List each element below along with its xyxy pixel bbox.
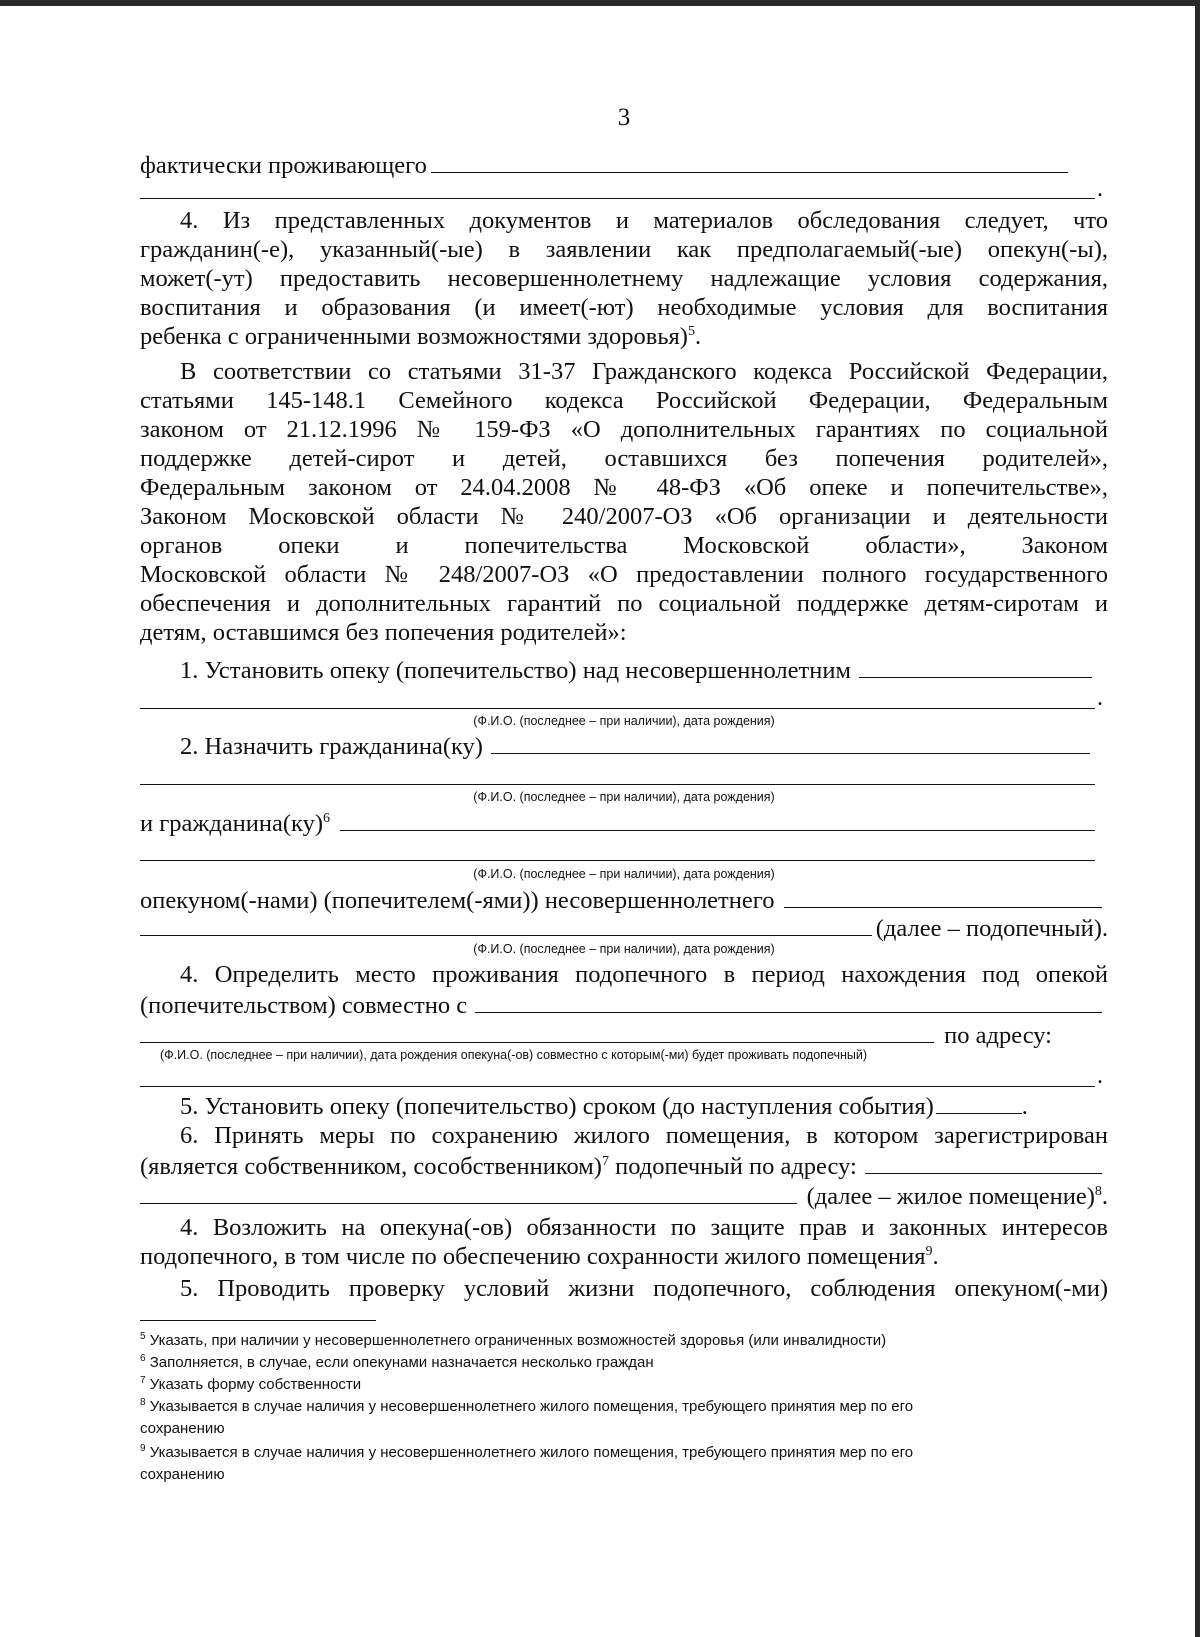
item5-label: 5. Установить опеку (попечительство) сроком (до наступления события) (180, 1093, 934, 1120)
law-line-3: законом от 21.12.1996 № 159-ФЗ «О дополнительных гарантиях по социальной (140, 416, 1108, 443)
p4-line-3: может(-ут) предоставить несовершеннолетнему надлежащие условия содержания, (140, 265, 1108, 292)
footnote-8: $^8$ Указывается в случае наличия у несовершеннолетнего жилого помещения, требующего принятия мер по его (140, 1397, 914, 1415)
registration-address-blank[interactable] (865, 1151, 1102, 1174)
footnote-ref-9: 9 (925, 1243, 933, 1259)
item2c-label: опекуном(-нами) (попечителем(-ями)) несовершеннолетнего (140, 887, 775, 914)
law-line-6: Законом Московской области № 240/2007-ОЗ «Об организации и деятельности (140, 503, 1108, 530)
item2b-label: и гражданина(ку)$^6$ (140, 810, 331, 837)
scan-border-right (1195, 0, 1200, 1637)
item4-line-1: 4. Определить место проживания подопечного в период нахождения под опекой (180, 961, 1108, 988)
page-number: 3 (617, 104, 631, 131)
footnote-separator (140, 1320, 376, 1321)
law-line-5: Федеральным законом от 24.04.2008 № 48-ФЗ «Об опеке и попечительстве», (140, 474, 1108, 501)
item6-label: (является собственником, сособственником)$^7$ подопечный по адресу: (140, 1153, 857, 1180)
caption-fio-4: (Ф.И.О. (последнее – при наличии), дата рождения) (473, 942, 775, 956)
cohabitant-blank[interactable] (475, 990, 1102, 1013)
registration-address-blank-2[interactable] (140, 1181, 797, 1204)
item6-line-3 (140, 1181, 1108, 1212)
p4-line-5: ребенка с ограниченными возможностями здоровья)$^5$. (140, 323, 702, 350)
item2-label: 2. Назначить гражданина(ку) (180, 733, 483, 760)
minor-name-blank[interactable] (859, 655, 1092, 678)
minor-name-blank-2[interactable] (140, 708, 1095, 709)
item7-line-1: 4. Возложить на опекуна(-ов) обязанности по защите прав и законных интересов (180, 1214, 1108, 1241)
item2c-line (140, 885, 1102, 916)
term-blank[interactable] (936, 1091, 1022, 1114)
residing-blank-2[interactable] (140, 198, 1095, 199)
residing-blank[interactable] (431, 150, 1068, 173)
law-line-8: Московской области № 248/2007-ОЗ «О предоставлении полного государственного (140, 561, 1108, 588)
scan-border-top (0, 0, 1200, 6)
ward-blank[interactable] (784, 885, 1102, 908)
address-label: по адресу: (944, 1022, 1052, 1049)
footnote-8-cont: сохранению (140, 1420, 225, 1437)
p4-line-2: гражданин(-е), указанный(-ые) в заявлении как предполагаемый(-ые) опекун(-ы), (140, 236, 1108, 263)
law-line-10: детям, оставшимся без попечения родителей»: (140, 619, 627, 646)
law-line-4: поддержке детей-сирот и детей, оставшихся без попечения родителей», (140, 445, 1108, 472)
residing-label: фактически проживающего (140, 152, 427, 179)
period: . (1097, 176, 1103, 202)
item6-line-2 (140, 1151, 1102, 1182)
item2b-line (140, 808, 1095, 839)
item8-line-1: 5. Проводить проверку условий жизни подопечного, соблюдения опекуном(-ми) (180, 1275, 1108, 1302)
footnote-6: $^6$ Заполняется, в случае, если опекунами назначается несколько граждан (140, 1353, 654, 1371)
footnote-5: $^5$ Указать, при наличии у несовершеннолетнего ограниченных возможностей здоровья (или инвалидности) (140, 1331, 887, 1349)
p4-line-4: воспитания и образования (и имеет(-ют) необходимые условия для воспитания (140, 294, 1108, 321)
period: . (1097, 1063, 1103, 1089)
item4-line-3 (140, 1020, 1052, 1051)
item4-label: (попечительством) совместно с (140, 992, 468, 1019)
guardian1-blank-2[interactable] (140, 784, 1095, 785)
ward-blank-2[interactable] (140, 913, 872, 936)
law-line-1: В соответствии со статьями 31-37 Гражданского кодекса Российской Федерации, (180, 358, 1108, 385)
law-line-2: статьями 145-148.1 Семейного кодекса Российской Федерации, Федеральным (140, 387, 1108, 414)
address-blank[interactable] (140, 1086, 1095, 1087)
law-line-9: обеспечения и дополнительных гарантий по социальной поддержке детям-сиротам и (140, 590, 1108, 617)
footnote-ref-7: 7 (601, 1153, 609, 1169)
item6-line-1: 6. Принять меры по сохранению жилого помещения, в котором зарегистрирован (180, 1122, 1108, 1149)
footnote-9-cont: сохранению (140, 1466, 225, 1483)
law-line-7: органов опеки и попечительства Московской области», Законом (140, 532, 1108, 559)
item2d-line (140, 913, 1108, 944)
item1-line (140, 655, 1092, 686)
footnote-ref-8: 8 (1094, 1183, 1102, 1199)
guardian2-blank-2[interactable] (140, 860, 1095, 861)
p4-line-1: 4. Из представленных документов и материалов обследования следует, что (180, 207, 1108, 234)
period: . (1097, 685, 1103, 711)
residing-line (140, 150, 1068, 181)
item7-line-2: подопечного, в том числе по обеспечению сохранности жилого помещения$^9$. (140, 1243, 939, 1270)
footnote-9: $^9$ Указывается в случае наличия у несовершеннолетнего жилого помещения, требующего принятия мер по его (140, 1443, 914, 1461)
item1-label: 1. Установить опеку (попечительство) над несовершеннолетним (180, 657, 851, 684)
caption-fio-2: (Ф.И.О. (последнее – при наличии), дата рождения) (473, 790, 775, 804)
item4-line-2 (140, 990, 1102, 1021)
guardian1-blank[interactable] (491, 731, 1090, 754)
caption-fio-3: (Ф.И.О. (последнее – при наличии), дата рождения) (473, 867, 775, 881)
caption-fio-cohabitant: (Ф.И.О. (последнее – при наличии), дата рождения опекуна(-ов) совместно с которым(-ми) будет проживать подопечный) (160, 1048, 868, 1062)
footnote-7: $^7$ Указать форму собственности (140, 1375, 362, 1393)
item2d-label: (далее – подопечный). (875, 915, 1108, 942)
cohabitant-blank-2[interactable] (140, 1020, 934, 1043)
footnote-ref-6: 6 (323, 810, 331, 826)
item2-line (140, 731, 1090, 762)
item6-tail: (далее – жилое помещение)$^8$. (806, 1183, 1108, 1210)
guardian2-blank[interactable] (340, 808, 1095, 831)
footnote-ref-5: 5 (687, 323, 695, 339)
caption-fio-1: (Ф.И.О. (последнее – при наличии), дата рождения) (473, 714, 775, 728)
item5-line: 5. Установить опеку (попечительство) сроком (до наступления события) . (180, 1093, 1028, 1120)
